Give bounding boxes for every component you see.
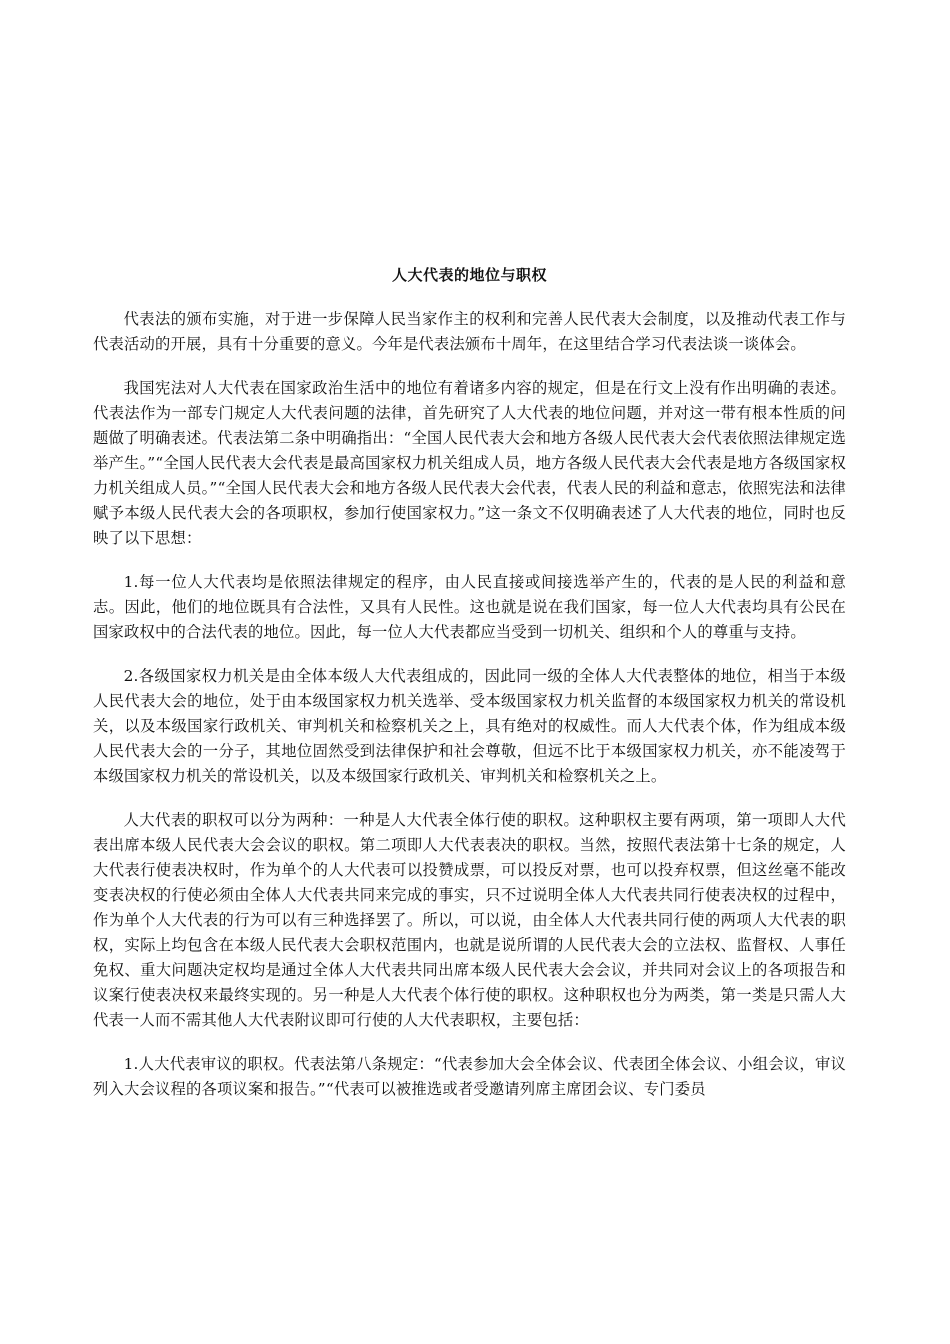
paragraph-constitution: 我国宪法对人大代表在国家政治生活中的地位有着诸多内容的规定，但是在行文上没有作出明确的表述。代表法作为一部专门规定人大代表问题的法律，首先研究了人大代表的地位问题，并对这一带有根本性质的问题做了明确表述。代表法第二条中明确指出：“全国人民代表大会和地方各级人民代表大会代表依照法律规定选举产生。”“全国人民代表大会代表是最高国家权力机关组成人员，地方各级人民代表大会代表是地方各级国家权力机关组成人员。”“全国人民代表大会和地方各级人民代表大会代表，代表人民的利益和意志，依照宪法和法律赋予本级人民代表大会的各项职权，参加行使国家权力。”这一条文不仅明确表述了人大代表的地位，同时也反映了以下思想：: [93, 379, 846, 547]
paragraph-point-1: 1.每一位人大代表均是依照法律规定的程序，由人民直接或间接选举产生的，代表的是人民的利益和意志。因此，他们的地位既具有合法性，又具有人民性。这也就是说在我们国家，每一位人大代表均具有公民在国家政权中的合法代表的地位。因此，每一位人大代表都应当受到一切机关、组织和个人的尊重与支持。: [93, 573, 846, 641]
paragraph-powers: 人大代表的职权可以分为两种：一种是人大代表全体行使的职权。这种职权主要有两项，第一项即人大代表出席本级人民代表大会会议的职权。第二项即人大代表表决的职权。当然，按照代表法第十七条的规定，人大代表行使表决权时，作为单个的人大代表可以投赞成票，可以投反对票，也可以投弃权票，但这丝毫不能改变表决权的行使必须由全体人大代表共同来完成的事实，只不过说明全体人大代表共同行使表决权的过程中，作为单个人大代表的行为可以有三种选择罢了。所以，可以说，由全体人大代表共同行使的两项人大代表的职权，实际上均包含在本级人民代表大会职权范围内，也就是说所谓的人民代表大会的立法权、监督权、人事任免权、重大问题决定权均是通过全体人大代表共同出席本级人民代表大会会议，并共同对会议上的各项报告和议案行使表决权来最终实现的。另一种是人大代表个体行使的职权。这种职权也分为两类，第一类是只需人大代表一人而不需其他人大代表附议即可行使的人大代表职权，主要包括：: [93, 811, 846, 1029]
paragraph-intro: 代表法的颁布实施，对于进一步保障人民当家作主的权利和完善人民代表大会制度，以及推动代表工作与代表活动的开展，具有十分重要的意义。今年是代表法颁布十周年，在这里结合学习代表法谈一谈体会。: [93, 310, 846, 353]
paragraph-review-power: 1.人大代表审议的职权。代表法第八条规定：“代表参加大会全体会议、代表团全体会议、小组会议，审议列入大会议程的各项议案和报告。”“代表可以被推选或者受邀请列席主席团会议、专门委员: [93, 1055, 846, 1098]
paragraph-point-2: 2.各级国家权力机关是由全体本级人大代表组成的，因此同一级的全体人大代表整体的地位，相当于本级人民代表大会的地位，处于由本级国家权力机关选举、受本级国家权力机关监督的本级国家权力机关的常设机关，以及本级国家行政机关、审判机关和检察机关之上，具有绝对的权威性。而人大代表个体，作为组成本级人民代表大会的一分子，其地位固然受到法律保护和社会尊敬，但远不比于本级国家权力机关，亦不能凌驾于本级国家权力机关的常设机关，以及本级国家行政机关、审判机关和检察机关之上。: [93, 667, 846, 785]
document-page: [93, 264, 846, 1121]
document-title: 人大代表的地位与职权: [391, 266, 547, 284]
